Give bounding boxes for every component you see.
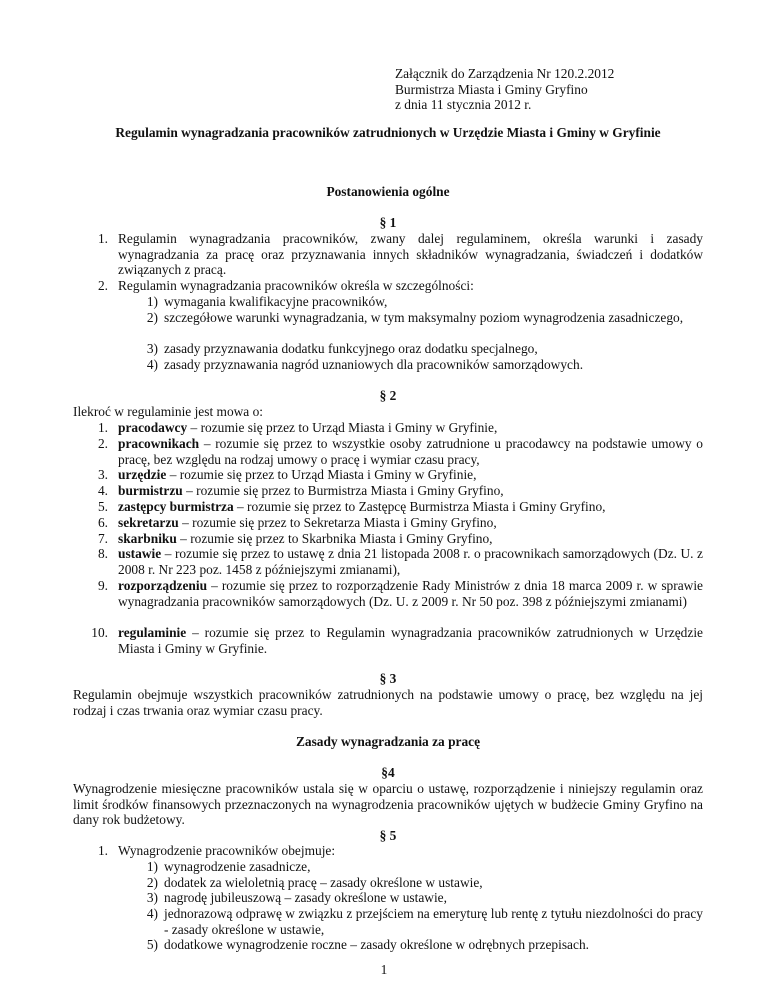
definition-text: – rozumie się przez to Urząd Miasta i Gminy w Gryfinie, bbox=[187, 420, 498, 435]
definition-term: sekretarzu bbox=[118, 515, 179, 530]
definition-text: – rozumie się przez to Burmistrza Miasta i Gminy Gryfino, bbox=[182, 483, 504, 498]
definition-item bbox=[118, 467, 703, 483]
document-title: Regulamin wynagradzania pracowników zatrudnionych w Urzędzie Miasta i Gminy w Gryfinie bbox=[115, 125, 661, 140]
sublist-number: 1) bbox=[146, 294, 158, 309]
sublist-item: jednorazową odprawę w związku z przejściem na emeryturę lub rentę z tytułu niezdolności do pracy - zasady określone w ustawie, bbox=[164, 906, 703, 937]
definition-term: pracownikach bbox=[118, 436, 200, 451]
list-item: Regulamin wynagradzania pracowników, zwany dalej regulaminem, określa warunki i zasady wynagradzania za pracę oraz przyznawania innych składników wynagradzania, świadczeń i dodatków związanych z pracą. bbox=[118, 231, 703, 277]
list-number: 1. bbox=[97, 231, 108, 246]
sublist-item: wynagrodzenie zasadnicze, bbox=[164, 859, 311, 874]
definition-term: urzędzie bbox=[118, 467, 167, 482]
definition-text: – rozumie się przez to wszystkie osoby zatrudnione u pracodawcy na podstawie umowy o pracę, bez względu na rodzaj umowy o pracę i wymiar czasu pracy, bbox=[118, 436, 703, 467]
paragraph-sign-3: § 3 bbox=[379, 671, 397, 686]
list-item: Regulamin wynagradzania pracowników określa w szczególności: bbox=[118, 278, 474, 293]
list-number: 4. bbox=[97, 483, 108, 498]
definition-term: zastępcy burmistrza bbox=[118, 499, 234, 514]
definition-term: skarbniku bbox=[118, 531, 177, 546]
paragraph-sign-1: § 1 bbox=[379, 215, 397, 230]
list-number: 8. bbox=[97, 546, 108, 561]
list-item: Wynagrodzenie pracowników obejmuje: bbox=[118, 843, 336, 858]
sublist-item: zasady przyznawania dodatku funkcyjnego oraz dodatku specjalnego, bbox=[164, 341, 538, 356]
sublist-number: 5) bbox=[146, 937, 158, 952]
definition-text: – rozumie się przez to Zastępcę Burmistrza Miasta i Gminy Gryfino, bbox=[233, 499, 606, 514]
sublist-number: 2) bbox=[146, 310, 158, 325]
definition-item bbox=[118, 625, 703, 656]
sublist-number: 1) bbox=[146, 859, 158, 874]
definition-item bbox=[118, 420, 703, 436]
sublist-number: 4) bbox=[146, 357, 158, 372]
section-heading-general: Postanowienia ogólne bbox=[326, 184, 450, 199]
definition-term: rozporządzeniu bbox=[118, 578, 208, 593]
page-number: 1 bbox=[380, 962, 388, 977]
definition-item bbox=[118, 436, 703, 467]
definition-item bbox=[118, 515, 703, 531]
sublist-item: zasady przyznawania nagród uznaniowych dla pracowników samorządowych. bbox=[164, 357, 584, 372]
definition-term: regulaminie bbox=[118, 625, 187, 640]
definition-item bbox=[118, 578, 703, 609]
definition-text: – rozumie się przez to ustawę z dnia 21 listopada 2008 r. o pracownikach samorządowych (Dz. U. z 2008 r. Nr 223 poz. 1458 z późniejszymi zmianami), bbox=[118, 546, 703, 577]
paragraph-sign-4: §4 bbox=[381, 765, 395, 780]
section-heading-wages: Zasady wynagradzania za pracę bbox=[295, 734, 481, 749]
list-number: 2. bbox=[97, 278, 108, 293]
paragraph-sign-5: § 5 bbox=[379, 828, 397, 843]
annex-line-1: Załącznik do Zarządzenia Nr 120.2.2012 bbox=[395, 66, 615, 81]
definition-item bbox=[118, 546, 703, 577]
definition-term: burmistrzu bbox=[118, 483, 183, 498]
sublist-item: dodatek za wieloletnią pracę – zasady określone w ustawie, bbox=[164, 875, 483, 890]
definition-text: – rozumie się przez to Sekretarza Miasta i Gminy Gryfino, bbox=[178, 515, 497, 530]
list-number: 5. bbox=[97, 499, 108, 514]
list-number: 3. bbox=[97, 467, 108, 482]
list-number: 1. bbox=[97, 843, 108, 858]
definition-term: pracodawcy bbox=[118, 420, 188, 435]
sublist-number: 2) bbox=[146, 875, 158, 890]
sublist-item: wymagania kwalifikacyjne pracowników, bbox=[164, 294, 388, 309]
list-number: 10. bbox=[91, 625, 108, 640]
sublist-item: szczegółowe warunki wynagradzania, w tym maksymalny poziom wynagrodzenia zasadniczego, bbox=[164, 310, 684, 325]
sublist-number: 3) bbox=[146, 890, 158, 905]
annex-header bbox=[395, 66, 614, 113]
paragraph-text-3: Regulamin obejmuje wszystkich pracowników zatrudnionych na podstawie umowy o pracę, bez względu na jej rodzaj i czas trwania oraz wymiar czasu pracy. bbox=[73, 687, 703, 718]
list-number: 1. bbox=[97, 420, 108, 435]
annex-line-3: z dnia 11 stycznia 2012 r. bbox=[395, 97, 532, 112]
definition-text: – rozumie się przez to Skarbnika Miasta i Gminy Gryfino, bbox=[176, 531, 493, 546]
definition-item bbox=[118, 499, 703, 515]
sublist-item: dodatkowe wynagrodzenie roczne – zasady określone w odrębnych przepisach. bbox=[164, 937, 589, 952]
definition-item bbox=[118, 531, 703, 547]
list-number: 9. bbox=[97, 578, 108, 593]
definition-text: – rozumie się przez to Urząd Miasta i Gminy w Gryfinie, bbox=[166, 467, 477, 482]
annex-line-2: Burmistrza Miasta i Gminy Gryfino bbox=[395, 81, 588, 97]
paragraph-sign-2: § 2 bbox=[379, 388, 397, 403]
sublist-number: 4) bbox=[146, 906, 158, 921]
definition-term: ustawie bbox=[118, 546, 162, 561]
definition-text: – rozumie się przez to rozporządzenie Rady Ministrów z dnia 18 marca 2009 r. w sprawie wynagradzania pracowników samorządowych (Dz. U. z 2009 r. Nr 50 poz. 398 z późniejszymi zmianami) bbox=[118, 578, 703, 609]
definition-text: – rozumie się przez to Regulamin wynagradzania pracowników zatrudnionych w Urzędzie Miasta i Gminy w Gryfinie. bbox=[118, 625, 703, 656]
definition-item bbox=[118, 483, 703, 499]
list-number: 7. bbox=[97, 531, 108, 546]
paragraph-text-4: Wynagrodzenie miesięczne pracowników ustala się w oparciu o ustawę, rozporządzenie i niniejszy regulamin oraz limit środków finansowych przeznaczonych na wynagrodzenia pracowników ujętych w budżecie Gminy Gryfino na dany rok budżetowy. bbox=[73, 781, 703, 827]
list-number: 2. bbox=[97, 436, 108, 451]
sublist-item: nagrodę jubileuszową – zasady określone w ustawie, bbox=[164, 890, 447, 905]
definitions-intro: Ilekroć w regulaminie jest mowa o: bbox=[73, 404, 264, 419]
list-number: 6. bbox=[97, 515, 108, 530]
sublist-number: 3) bbox=[146, 341, 158, 356]
